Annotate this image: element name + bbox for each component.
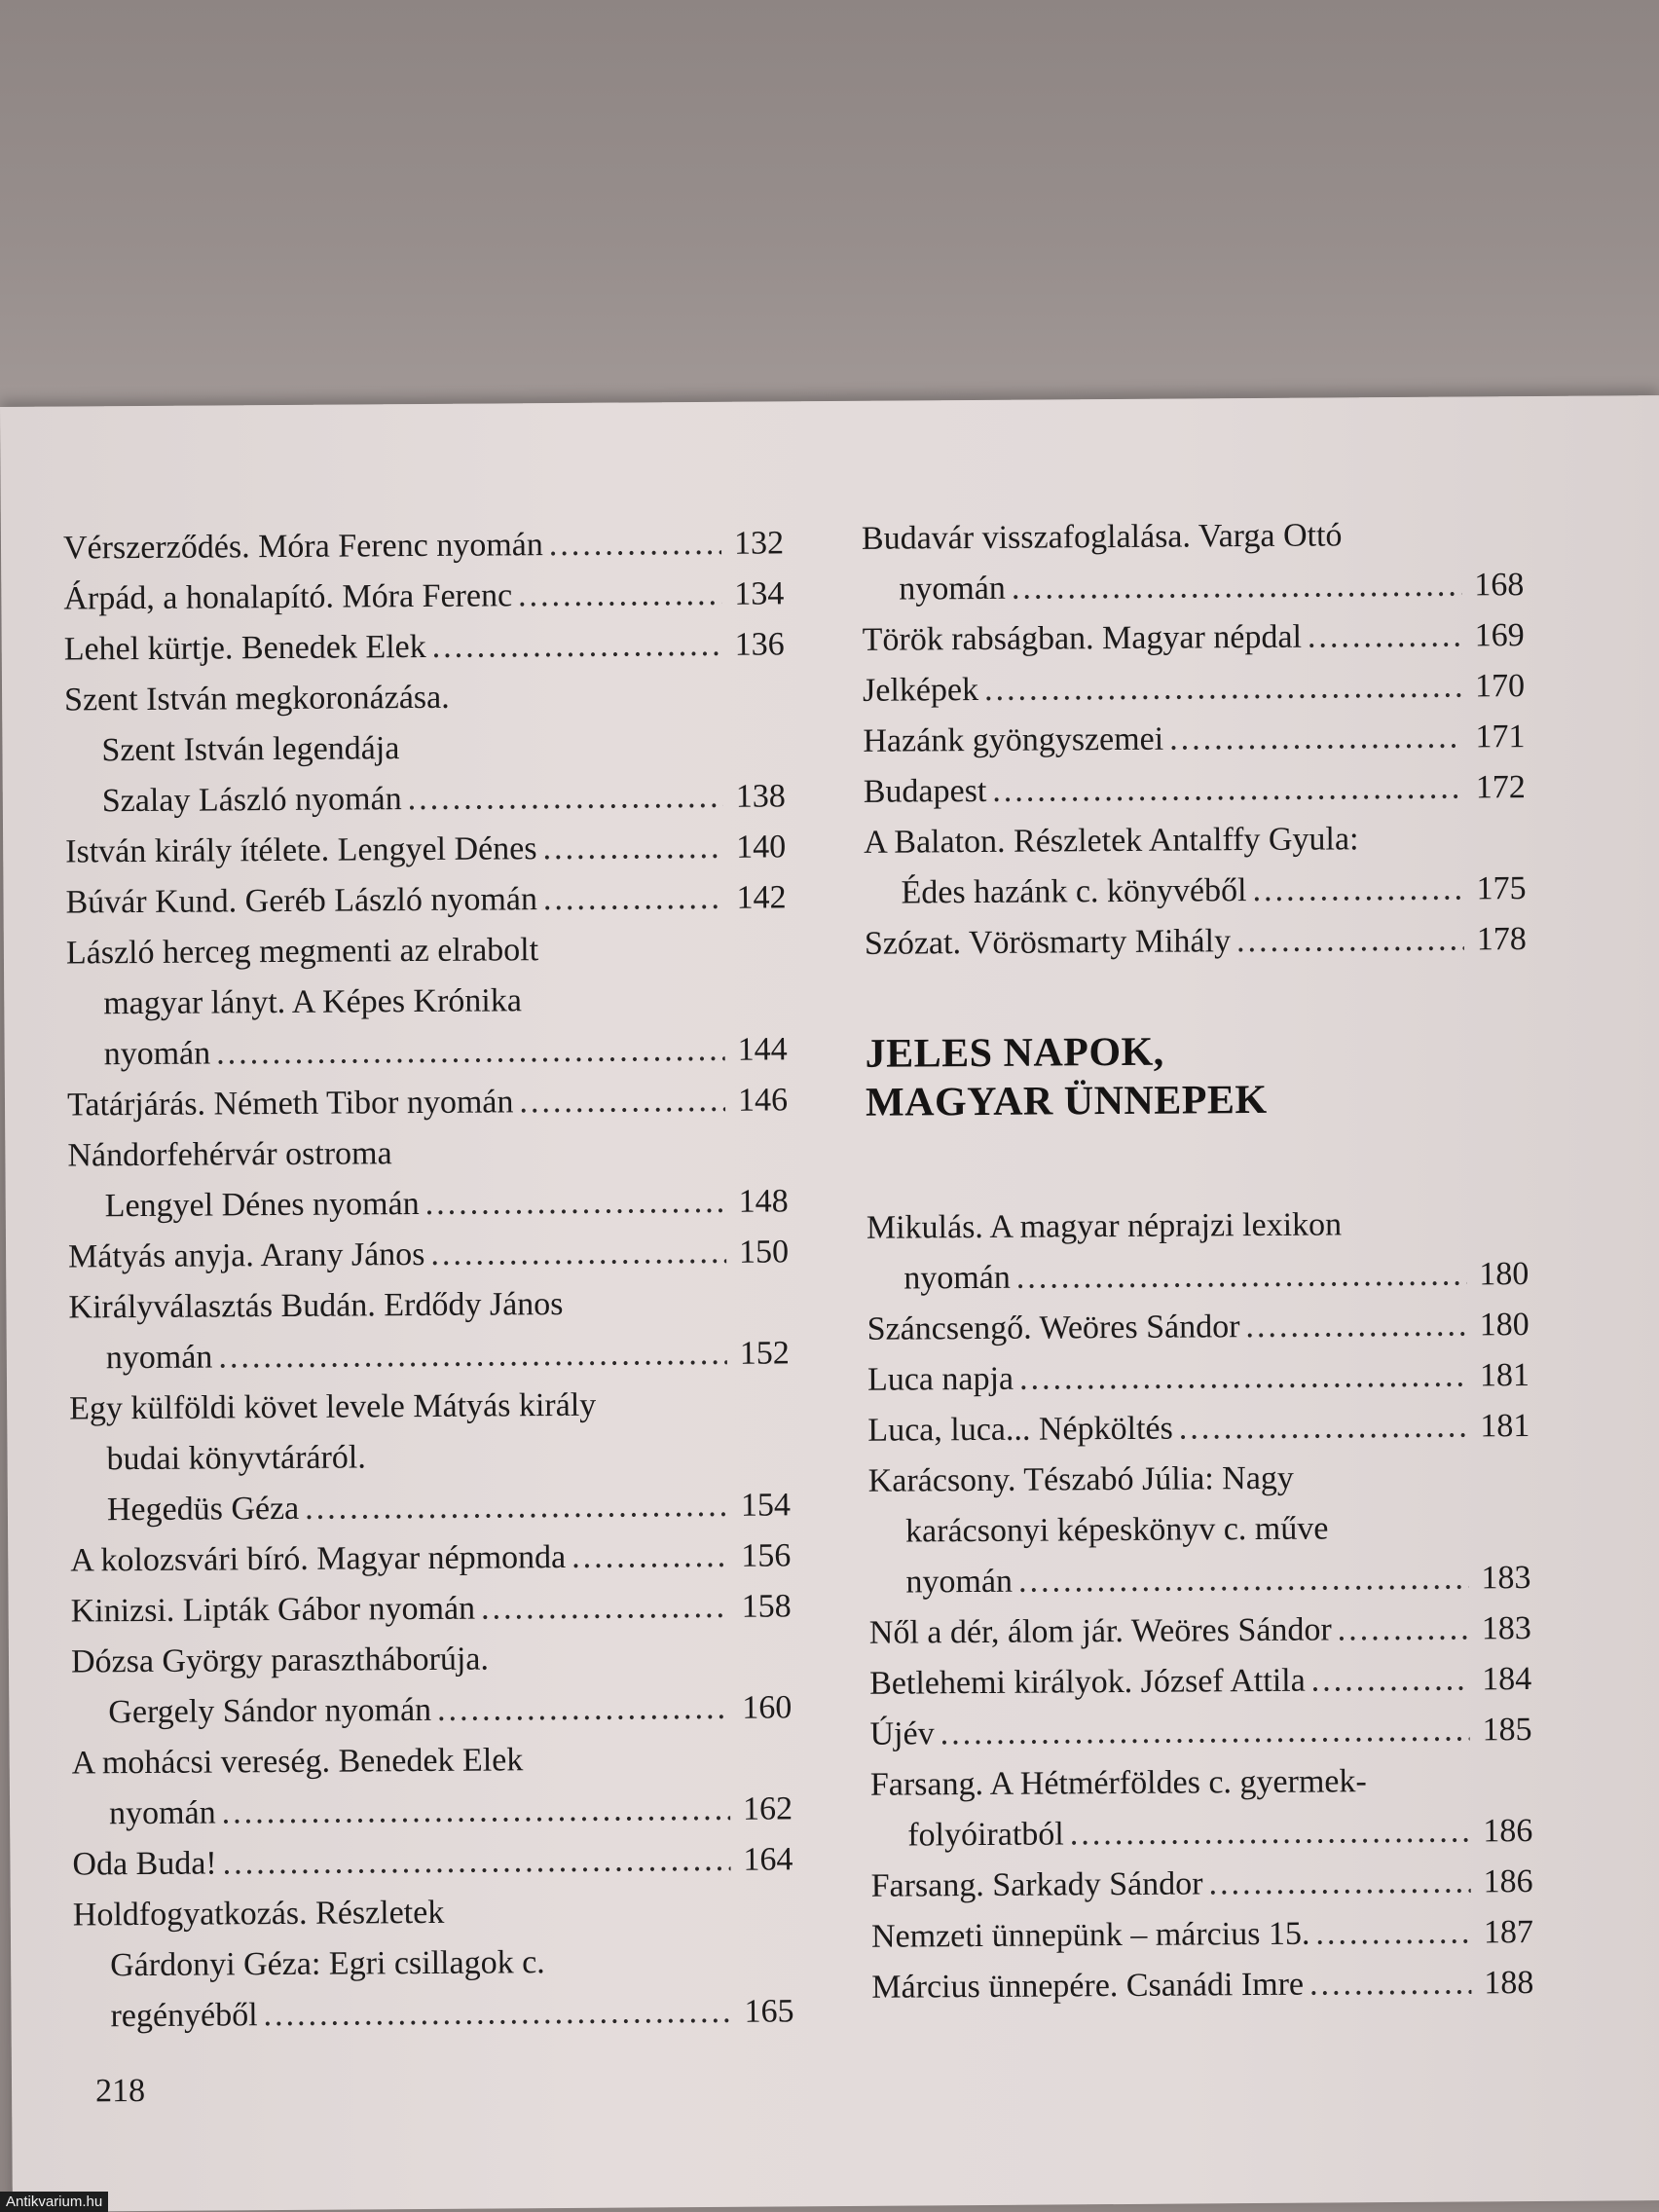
toc-entry-title: nyomán — [903, 1259, 1011, 1297]
background-surface — [0, 0, 1659, 428]
toc-entry-title: Török rabságban. Magyar népdal — [862, 618, 1303, 658]
page-number: 218 — [94, 2073, 146, 2110]
toc-entry-page: 140 — [736, 829, 787, 866]
toc-entry-page: 180 — [1479, 1256, 1530, 1293]
toc-entry-page: 138 — [735, 778, 786, 815]
toc-entry-title: István király ítélete. Lengyel Dénes — [65, 830, 537, 870]
toc-leader-dots — [543, 873, 724, 925]
toc-entry — [868, 1452, 1530, 1507]
toc-leader-dots — [216, 1025, 725, 1080]
toc-entry-title: Szózat. Vörösmarty Mihály — [864, 923, 1232, 962]
toc-entry — [864, 864, 1526, 919]
toc-leader-dots — [518, 570, 722, 621]
toc-entry-page: 142 — [736, 879, 787, 916]
toc-leader-dots — [1012, 561, 1462, 614]
toc-entry-title: László herceg megmenti az elrabolt — [65, 932, 539, 972]
toc-leader-dots — [481, 1582, 729, 1635]
toc-entry-title: Hegedüs Géza — [106, 1490, 300, 1529]
toc-entry-title: Száncsengő. Weöres Sándor — [866, 1309, 1240, 1347]
toc-entry — [63, 518, 784, 573]
toc-right-column — [862, 509, 1534, 2013]
toc-entry-page: 178 — [1476, 921, 1527, 958]
toc-entry — [65, 822, 786, 877]
toc-entry-title: Gergely Sándor nyomán — [108, 1691, 432, 1731]
toc-entry — [870, 1806, 1532, 1862]
toc-leader-dots — [1245, 1301, 1467, 1353]
toc-leader-dots — [519, 1076, 725, 1127]
toc-entry — [70, 1581, 791, 1637]
toc-entry — [67, 1125, 788, 1181]
toc-entry-page: 154 — [740, 1487, 792, 1524]
toc-entry-title: Árpád, a honalapító. Móra Ferenc — [63, 577, 513, 617]
toc-leader-dots — [437, 1683, 730, 1736]
book-page — [0, 395, 1659, 2212]
toc-leader-dots — [1208, 1857, 1470, 1909]
toc-leader-dots — [1070, 1806, 1471, 1860]
toc-entry-page: 186 — [1483, 1863, 1533, 1900]
toc-entry-page: 156 — [741, 1537, 792, 1574]
toc-entry-title: Farsang. Sarkady Sándor — [870, 1865, 1203, 1904]
toc-entry-title: karácsonyi képeskönyv c. műve — [904, 1510, 1329, 1550]
toc-entry-page: 185 — [1482, 1712, 1532, 1749]
toc-entry — [870, 1755, 1532, 1811]
toc-entry — [865, 914, 1527, 970]
toc-entry-title: Szent István megkoronázása. — [63, 679, 450, 719]
toc-entry-page: 152 — [739, 1335, 790, 1372]
toc-leader-dots — [223, 1835, 731, 1890]
toc-entry-title: Szent István legendája — [101, 730, 400, 769]
toc-entry-page: 183 — [1481, 1610, 1531, 1647]
toc-entry-title: Édes hazánk c. könyvéből — [901, 872, 1247, 911]
toc-leader-dots — [221, 1785, 730, 1839]
toc-entry — [65, 771, 786, 827]
toc-entry — [68, 1176, 789, 1232]
toc-entry-title: Tatárjárás. Németh Tibor nyomán — [66, 1084, 514, 1124]
toc-entry — [869, 1654, 1531, 1710]
toc-entry — [864, 813, 1526, 868]
toc-entry-title: Gárdonyi Géza: Egri csillagok c. — [110, 1944, 545, 1984]
toc-leader-dots — [424, 1177, 725, 1230]
toc-entry-title: Hazánk gyöngyszemei — [863, 720, 1164, 759]
toc-entry-title: Betlehemi királyok. József Attila — [869, 1662, 1306, 1702]
toc-entry — [63, 569, 784, 624]
toc-entry-title: Budapest — [863, 772, 987, 810]
toc-entry-page: 144 — [737, 1031, 788, 1068]
toc-leader-dots — [1018, 1553, 1469, 1606]
toc-entry-title: Lengyel Dénes nyomán — [104, 1186, 420, 1225]
toc-entry — [64, 720, 785, 776]
toc-entry-page: 180 — [1479, 1307, 1530, 1344]
toc-entry — [72, 1784, 793, 1839]
toc-entry — [867, 1401, 1530, 1456]
toc-entry-title: Budavár visszafoglalása. Varga Ottó — [861, 517, 1343, 557]
toc-entry-page: 165 — [744, 1993, 794, 2030]
toc-entry-page: 158 — [741, 1588, 792, 1625]
toc-entry — [866, 1300, 1529, 1355]
toc-entry-page: 171 — [1475, 719, 1526, 756]
toc-entry-page: 164 — [743, 1841, 793, 1878]
toc-right-top-entries — [862, 509, 1527, 970]
toc-leader-dots — [1308, 611, 1462, 663]
toc-entry — [863, 712, 1525, 767]
toc-entry — [69, 1328, 790, 1383]
toc-entry-title: nyomán — [105, 1339, 213, 1377]
toc-entry-page: 183 — [1481, 1560, 1531, 1597]
toc-leader-dots — [549, 519, 722, 571]
toc-entry — [868, 1553, 1530, 1608]
toc-entry-page: 168 — [1474, 567, 1525, 604]
toc-entry — [73, 1885, 793, 1940]
toc-entry-page: 148 — [738, 1183, 789, 1220]
toc-leader-dots — [218, 1329, 727, 1383]
toc-entry-page: 170 — [1474, 668, 1526, 705]
toc-entry — [864, 762, 1526, 818]
toc-entry-title: A mohácsi vereség. Benedek Elek — [71, 1742, 524, 1782]
toc-entry-title: Luca, luca... Népköltés — [867, 1410, 1173, 1449]
watermark: Antikvarium.hu — [0, 2192, 108, 2212]
toc-entry-title: Újév — [869, 1715, 935, 1752]
toc-leader-dots — [1309, 1958, 1472, 2009]
toc-entry — [71, 1682, 792, 1738]
toc-entry — [66, 923, 787, 978]
toc-entry-title: A Balaton. Részletek Antalffy Gyula: — [864, 821, 1359, 861]
toc-entry — [871, 1958, 1533, 2013]
toc-entry — [868, 1502, 1530, 1558]
toc-entry-page: 181 — [1480, 1408, 1530, 1445]
toc-entry — [70, 1480, 791, 1535]
toc-entry-page: 162 — [742, 1790, 793, 1827]
toc-entry — [69, 1379, 790, 1434]
toc-leader-dots — [407, 772, 723, 825]
toc-entry-title: folyóiratból — [907, 1816, 1064, 1854]
toc-entry-title: nyomán — [899, 570, 1007, 608]
toc-entry — [867, 1350, 1530, 1406]
toc-leader-dots — [1338, 1604, 1469, 1655]
toc-entry — [72, 1733, 793, 1788]
toc-entry-title: Nemzeti ünnepünk – március 15. — [870, 1915, 1310, 1955]
toc-entry-page: 136 — [734, 626, 785, 663]
toc-entry — [869, 1604, 1531, 1659]
toc-entry-title: nyomán — [905, 1563, 1014, 1601]
toc-leader-dots — [432, 620, 722, 673]
toc-entry — [862, 509, 1524, 565]
toc-entry — [68, 1277, 789, 1333]
toc-entry-title: nyomán — [108, 1794, 216, 1832]
toc-entry-page: 146 — [737, 1082, 789, 1119]
toc-entry-title: regényéből — [110, 1997, 258, 2035]
toc-entry-page: 187 — [1483, 1914, 1534, 1951]
toc-entry-title: Lehel kürtje. Benedek Elek — [63, 628, 426, 668]
toc-leader-dots — [1169, 713, 1463, 765]
toc-leader-dots — [571, 1531, 728, 1583]
toc-entry-title: Holdfogyatkozás. Részletek — [72, 1894, 445, 1934]
toc-leader-dots — [992, 763, 1463, 817]
toc-entry — [72, 1834, 793, 1890]
toc-entry — [73, 1986, 793, 2042]
toc-entry-title: Nándorfehérvár ostroma — [67, 1135, 392, 1174]
toc-entry-title: Egy külföldi követ levele Mátyás király — [69, 1386, 597, 1427]
toc-leader-dots — [1311, 1654, 1470, 1706]
toc-entry-page: 184 — [1482, 1661, 1532, 1698]
toc-leader-dots — [940, 1705, 1469, 1759]
toc-entry-title: Luca napja — [866, 1360, 1014, 1398]
toc-entry-title: budai könyvtáráról. — [106, 1439, 366, 1478]
toc-entry — [863, 661, 1525, 717]
toc-entry-page: 188 — [1484, 1965, 1534, 2002]
toc-entry-title: Jelképek — [862, 671, 979, 709]
toc-entry — [862, 560, 1524, 615]
toc-entry-title: Búvár Kund. Geréb László nyomán — [65, 881, 538, 921]
section-heading-line-1: JELES NAPOK, — [865, 1029, 1164, 1077]
toc-entry-page: 132 — [733, 525, 785, 562]
toc-entry-title: Mikulás. A magyar néprajzi lexikon — [866, 1206, 1343, 1246]
toc-leader-dots — [1016, 1250, 1467, 1304]
toc-entry-title: Nől a dér, álom jár. Weöres Sándor — [868, 1611, 1332, 1651]
toc-right-bottom-entries — [866, 1198, 1534, 2013]
toc-entry-title: magyar lányt. A Képes Krónika — [103, 982, 523, 1022]
toc-entry-page: 175 — [1476, 870, 1527, 907]
toc-entry — [66, 1024, 787, 1080]
toc-entry-title: A kolozsvári bíró. Magyar népmonda — [70, 1538, 567, 1579]
toc-entry-page: 150 — [738, 1234, 790, 1271]
toc-entry-title: Dózsa György parasztháborúja. — [70, 1641, 490, 1680]
toc-leader-dots — [542, 823, 723, 874]
toc-entry — [866, 1198, 1529, 1254]
toc-entry — [870, 1857, 1532, 1912]
section-heading-line-2: MAGYAR ÜNNEPEK — [865, 1077, 1268, 1125]
toc-leader-dots — [263, 1987, 731, 2041]
toc-leader-dots — [430, 1228, 726, 1280]
toc-entry — [863, 610, 1525, 666]
toc-left-column — [63, 518, 794, 2042]
toc-entry — [71, 1632, 792, 1687]
toc-entry-page: 181 — [1479, 1357, 1530, 1394]
toc-entry — [65, 872, 786, 928]
toc-entry-page: 172 — [1475, 769, 1526, 806]
toc-entry — [871, 1907, 1533, 1963]
toc-entry — [70, 1530, 791, 1586]
toc-leader-dots — [1019, 1351, 1467, 1405]
toc-entry-title: Karácsony. Tészabó Júlia: Nagy — [867, 1459, 1294, 1499]
toc-entry — [73, 1936, 793, 1991]
toc-entry-title: Királyválasztás Budán. Erdődy János — [68, 1285, 564, 1326]
toc-leader-dots — [1252, 865, 1463, 917]
toc-entry — [68, 1227, 789, 1282]
toc-entry-title: nyomán — [103, 1035, 211, 1073]
toc-entry-title: Március ünnepére. Csanádi Imre — [871, 1966, 1305, 2006]
toc-entry — [64, 619, 785, 675]
toc-entry-page: 169 — [1474, 617, 1525, 654]
toc-entry-title: Mátyás anyja. Arany János — [67, 1235, 425, 1275]
section-heading — [865, 1025, 1528, 1127]
toc-entry-title: Oda Buda! — [72, 1845, 217, 1883]
toc-entry-page: 186 — [1483, 1813, 1533, 1850]
toc-leader-dots — [1179, 1402, 1468, 1455]
toc-entry — [66, 974, 787, 1029]
toc-leader-dots — [984, 662, 1462, 716]
toc-entry-title: Vérszerződés. Móra Ferenc nyomán — [62, 527, 543, 567]
toc-entry — [64, 670, 785, 725]
toc-entry-title: Farsang. A Hétmérföldes c. gyermek- — [869, 1763, 1367, 1803]
toc-entry — [69, 1429, 790, 1485]
toc-entry-title: Szalay László nyomán — [101, 781, 402, 820]
toc-entry-title: Kinizsi. Lipták Gábor nyomán — [70, 1590, 476, 1630]
toc-entry — [869, 1705, 1531, 1760]
toc-leader-dots — [1315, 1907, 1471, 1959]
toc-leader-dots — [305, 1481, 728, 1534]
toc-entry-page: 134 — [734, 575, 785, 612]
toc-entry — [67, 1075, 788, 1130]
toc-entry — [866, 1249, 1529, 1305]
toc-entry-page: 160 — [742, 1689, 793, 1726]
toc-leader-dots — [1236, 915, 1464, 968]
